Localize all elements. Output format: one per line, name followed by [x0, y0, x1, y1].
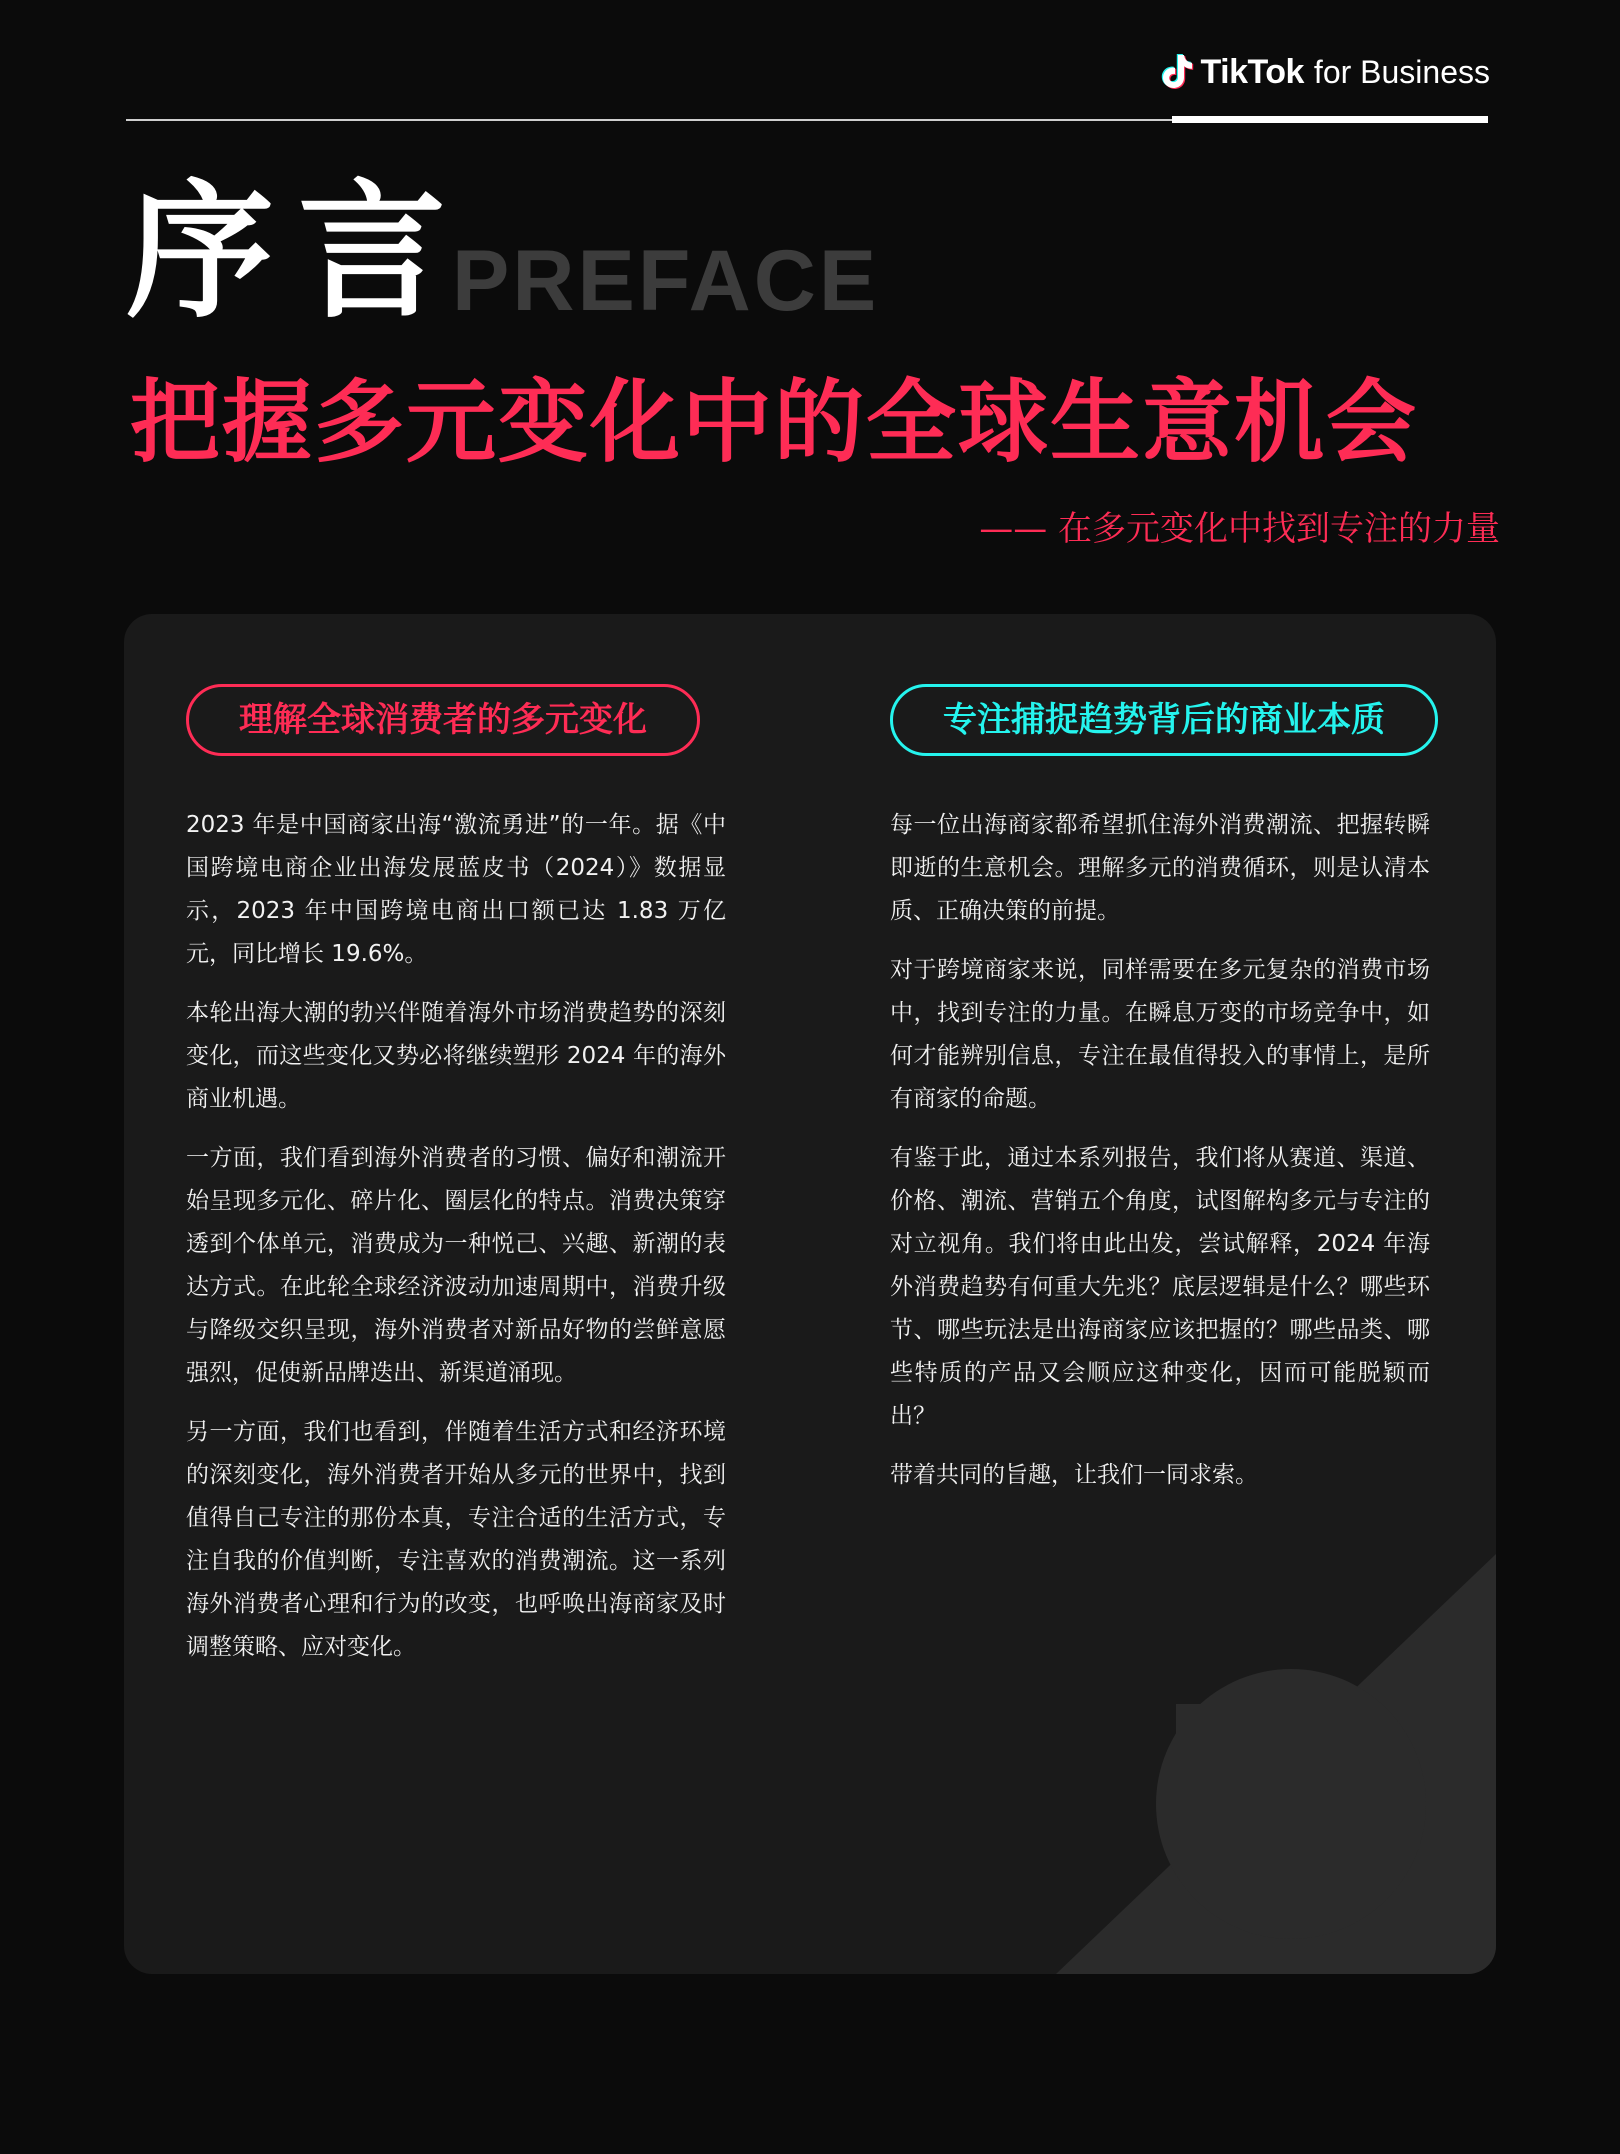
- paragraph: 本轮出海大潮的勃兴伴随着海外市场消费趋势的深刻变化，而这些变化又势必将继续塑形 2024 年的海外商业机遇。: [186, 1000, 726, 1112]
- tiktok-note-watermark-icon: [1056, 1554, 1496, 1974]
- left-column: [186, 684, 726, 1685]
- headline: 把握多元变化中的全球生意机会: [130, 370, 1418, 475]
- header-divider-accent: [1172, 116, 1488, 123]
- right-column-heading: 专注捕捉趋势背后的商业本质: [890, 684, 1438, 756]
- paragraph: 一方面，我们看到海外消费者的习惯、偏好和潮流开始呈现多元化、碎片化、圈层化的特点。消费决策穿透到个体单元，消费成为一种悦己、兴趣、新潮的表达方式。在此轮全球经济波动加速周期中，消费升级与降级交织呈现，海外消费者对新品好物的尝鲜意愿强烈，促使新品牌迭出、新渠道涌现。: [186, 1145, 726, 1386]
- paragraph: 2023 年是中国商家出海“激流勇进”的一年。据《中国跨境电商企业出海发展蓝皮书（2024）》数据显示，2023 年中国跨境电商出口额已达 1.83 万亿元，同比增长 19.6%。: [186, 812, 726, 967]
- brand-logo: [1160, 50, 1490, 94]
- paragraph: 带着共同的旨趣，让我们一同求索。: [890, 1462, 1258, 1488]
- content-card: [124, 614, 1496, 1974]
- right-column: [890, 684, 1430, 1513]
- brand-suffix: for Business: [1313, 53, 1490, 90]
- left-column-heading: 理解全球消费者的多元变化: [186, 684, 700, 756]
- page-title: 序言: [126, 166, 470, 338]
- paragraph: 每一位出海商家都希望抓住海外消费潮流、把握转瞬即逝的生意机会。理解多元的消费循环，则是认清本质、正确决策的前提。: [890, 812, 1430, 924]
- brand-name: TikTok: [1200, 52, 1304, 91]
- page-title-english: PREFACE: [452, 233, 880, 329]
- paragraph: 有鉴于此，通过本系列报告，我们将从赛道、渠道、价格、潮流、营销五个角度，试图解构多元与专注的对立视角。我们将由此出发，尝试解释，2024 年海外消费趋势有何重大先兆？底层逻辑是什么？哪些环节、哪些玩法是出海商家应该把握的？哪些品类、哪些特质的产品又会顺应这种变化，因而可能脱颖而出？: [890, 1145, 1430, 1429]
- tiktok-note-icon: [1160, 53, 1194, 91]
- subheadline: —— 在多元变化中找到专注的力量: [979, 509, 1500, 549]
- left-column-body: [186, 804, 726, 1669]
- paragraph: 对于跨境商家来说，同样需要在多元复杂的消费市场中，找到专注的力量。在瞬息万变的市场竞争中，如何才能辨别信息，专注在最值得投入的事情上，是所有商家的命题。: [890, 957, 1430, 1112]
- paragraph: 另一方面，我们也看到，伴随着生活方式和经济环境的深刻变化，海外消费者开始从多元的世界中，找到值得自己专注的那份本真，专注合适的生活方式，专注自我的价值判断，专注喜欢的消费潮流。这一系列海外消费者心理和行为的改变，也呼唤出海商家及时调整策略、应对变化。: [186, 1419, 726, 1660]
- right-column-body: [890, 804, 1430, 1497]
